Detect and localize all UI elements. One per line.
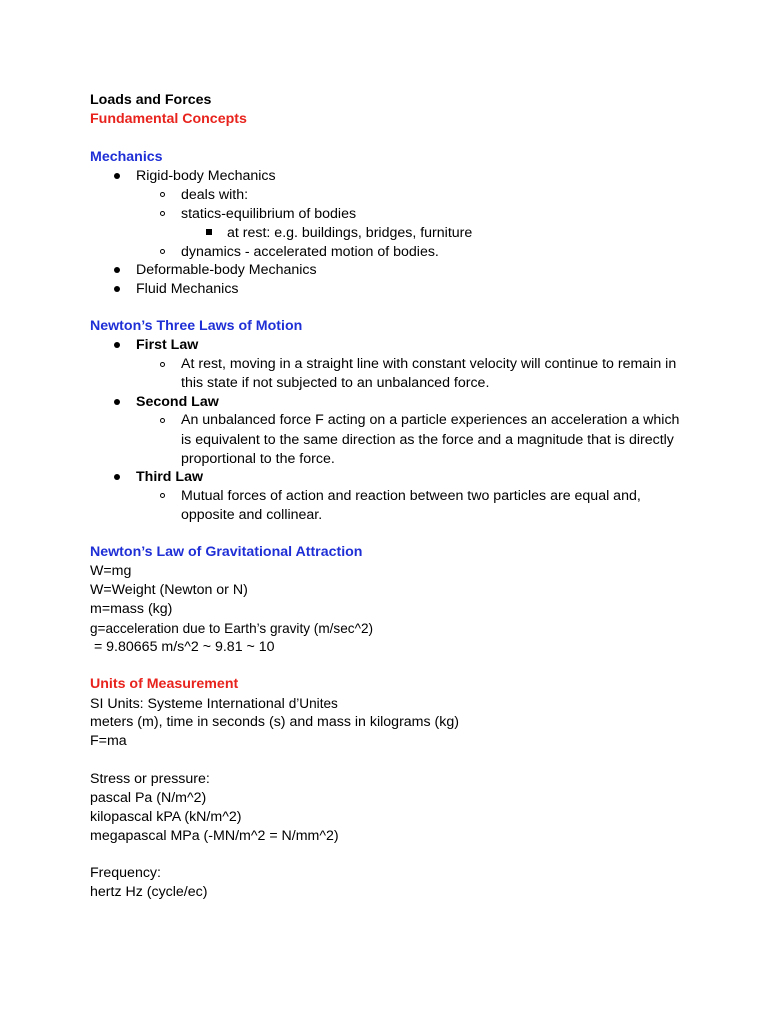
units-heading: Units of Measurement: [90, 676, 239, 692]
first-law-text-2: this state if not subjected to an unbalanced force.: [181, 375, 490, 391]
statics-item: statics-equilibrium of bodies: [181, 206, 357, 222]
bullet-icon: [114, 474, 120, 480]
dynamics-item: dynamics - accelerated motion of bodies.: [181, 244, 439, 260]
units-line-3: F=ma: [90, 733, 127, 749]
gravity-line-3: m=mass (kg): [90, 601, 173, 617]
si-units-label: SI Units: Systeme International: [90, 696, 289, 712]
bullet-icon: [114, 267, 120, 273]
square-bullet-icon: [206, 229, 212, 235]
deformable-item: Deformable-body Mechanics: [136, 262, 317, 278]
fluid-item: Fluid Mechanics: [136, 281, 239, 297]
pascal-line: pascal Pa (N/m^2): [90, 790, 207, 806]
bullet-icon: [114, 173, 120, 179]
first-law-text-1: At rest, moving in a straight line with constant velocity will continue to remain in: [181, 356, 677, 372]
bullet-icon: [114, 286, 120, 292]
third-law-text-2: opposite and collinear.: [181, 507, 323, 523]
gravitation-heading: Newton’s Law of Gravitational Attraction: [90, 544, 363, 560]
first-law-item: First Law: [136, 337, 199, 353]
second-law-item: Second Law: [136, 394, 219, 410]
document-subtitle: Fundamental Concepts: [90, 111, 247, 127]
second-law-text-2: is equivalent to the same direction as the force and a magnitude that is directly: [181, 432, 674, 448]
si-units-line: [90, 695, 338, 713]
third-law-item: Third Law: [136, 469, 203, 485]
bullet-icon: [114, 342, 120, 348]
circle-bullet-icon: [160, 418, 165, 423]
gravity-line-1: W=mg: [90, 563, 132, 579]
circle-bullet-icon: [160, 362, 165, 367]
document-title: Loads and Forces: [90, 92, 212, 108]
circle-bullet-icon: [160, 211, 165, 216]
bullet-icon: [114, 399, 120, 405]
at-rest-item: at rest: e.g. buildings, bridges, furniture: [227, 225, 473, 241]
circle-bullet-icon: [160, 493, 165, 498]
second-law-text-3: proportional to the force.: [181, 451, 335, 467]
kilopascal-line: kilopascal kPA (kN/m^2): [90, 809, 242, 825]
gravity-line-5: = 9.80665 m/s^2 ~ 9.81 ~ 10: [90, 639, 275, 655]
circle-bullet-icon: [160, 249, 165, 254]
gravity-line-4: g=acceleration due to Earth’s gravity (m/sec^2): [90, 621, 374, 636]
circle-bullet-icon: [160, 192, 165, 197]
newton-laws-heading: Newton’s Three Laws of Motion: [90, 318, 303, 334]
megapascal-line: megapascal MPa (-MN/m^2 = N/mm^2): [90, 828, 339, 844]
units-line-2: meters (m), time in seconds (s) and mass in kilograms (kg): [90, 714, 459, 730]
second-law-text-1: An unbalanced force F acting on a particle experiences an acceleration a which: [181, 412, 680, 428]
gravity-line-2: W=Weight (Newton or N): [90, 582, 248, 598]
frequency-label: Frequency:: [90, 865, 161, 881]
hertz-line: hertz Hz (cycle/ec): [90, 884, 208, 900]
mechanics-heading: Mechanics: [90, 149, 163, 165]
rigid-body-item: Rigid-body Mechanics: [136, 168, 276, 184]
deals-with-item: deals with:: [181, 187, 249, 203]
si-units-suffix: d’Unites: [288, 696, 338, 711]
third-law-text-1: Mutual forces of action and reaction between two particles are equal and,: [181, 488, 641, 504]
stress-label: Stress or pressure:: [90, 771, 210, 787]
